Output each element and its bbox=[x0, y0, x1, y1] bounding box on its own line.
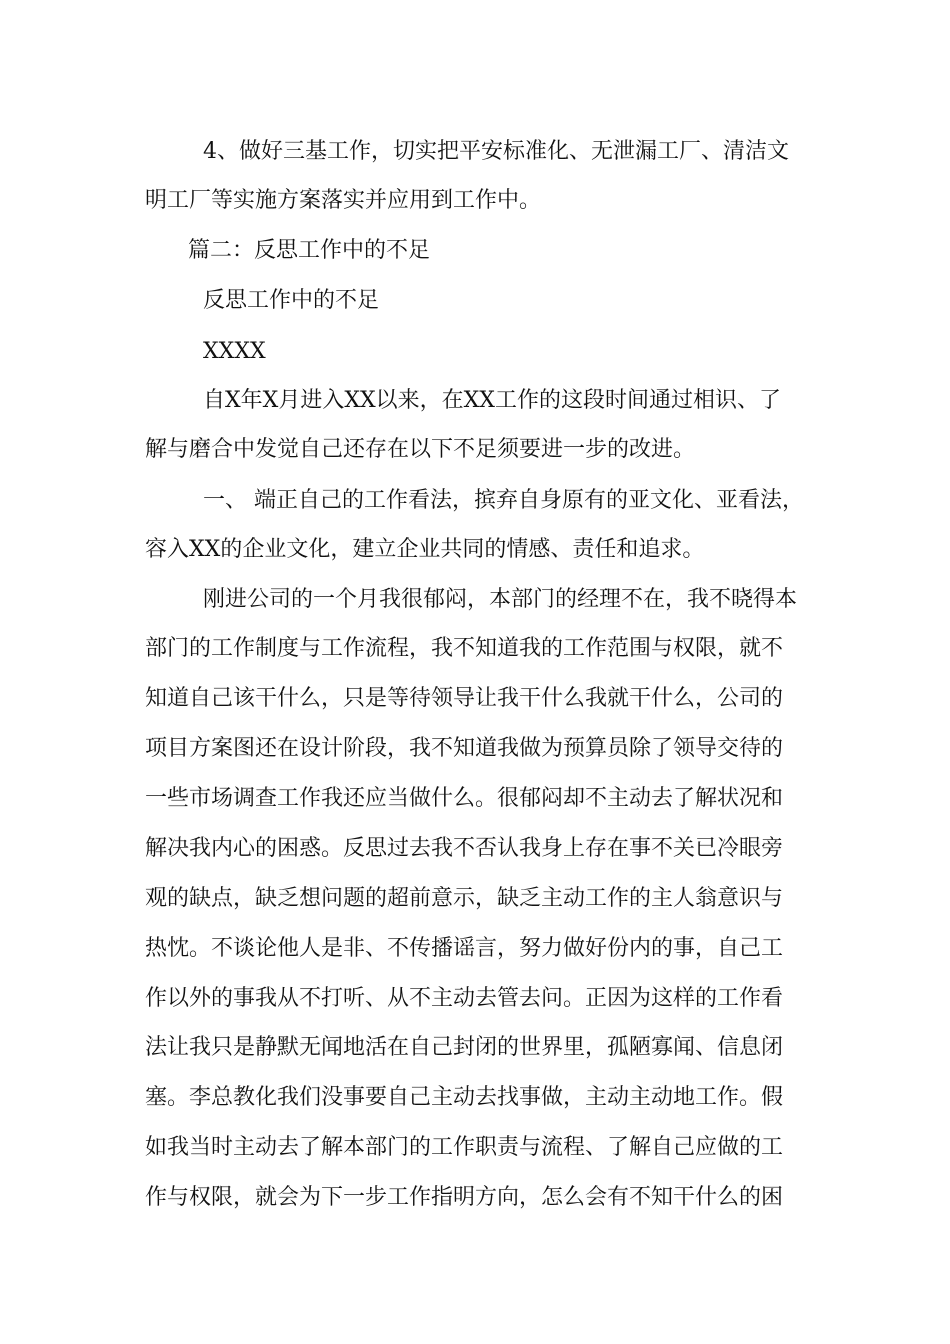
text-line: 作与权限，就会为下一步工作指明方向，怎么会有不知干什么的困 bbox=[145, 1185, 784, 1210]
text-line: 解与磨合中发觉自己还存在以下不足须要进一步的改进。 bbox=[145, 437, 696, 462]
text-line: 项目方案图还在设计阶段，我不知道我做为预算员除了领导交待的 bbox=[145, 736, 784, 761]
text-line: 自X年X月进入XX以来，在XX工作的这段时间通过相识、了 bbox=[203, 388, 781, 413]
text-line: 法让我只是静默无闻地活在自己封闭的世界里，孤陋寡闻、信息闭 bbox=[145, 1035, 784, 1060]
text-line: 知道自己该干什么，只是等待领导让我干什么我就干什么，公司的 bbox=[145, 686, 784, 711]
section-heading: 篇二：反思工作中的不足 bbox=[188, 238, 431, 263]
text-line: 塞。李总教化我们没事要自己主动去找事做，主动主动地工作。假 bbox=[145, 1085, 784, 1110]
text-line: 热忱。不谈论他人是非、不传播谣言，努力做好份内的事，自己工 bbox=[145, 936, 784, 961]
author-name: XXXX bbox=[203, 339, 266, 364]
subheading-line: 一、 端正自己的工作看法，摈弃自身原有的亚文化、亚看法， bbox=[203, 488, 804, 513]
article-title: 反思工作中的不足 bbox=[203, 288, 380, 313]
text-line: 如我当时主动去了解本部门的工作职责与流程、了解自己应做的工 bbox=[145, 1135, 784, 1160]
text-line: 容入XX的企业文化，建立企业共同的情感、责任和追求。 bbox=[145, 537, 705, 562]
text-line: 一些市场调查工作我还应当做什么。很郁闷却不主动去了解状况和 bbox=[145, 786, 784, 811]
text-line: 观的缺点，缺乏想问题的超前意示，缺乏主动工作的主人翁意识与 bbox=[145, 886, 784, 911]
text-line: 4、做好三基工作，切实把平安标准化、无泄漏工厂、清洁文 bbox=[203, 139, 789, 164]
text-line: 明工厂等实施方案落实并应用到工作中。 bbox=[145, 188, 542, 213]
text-line: 解决我内心的困惑。反思过去我不否认我身上存在事不关已冷眼旁 bbox=[145, 836, 784, 861]
text-line: 部门的工作制度与工作流程，我不知道我的工作范围与权限，就不 bbox=[145, 636, 784, 661]
text-line: 刚进公司的一个月我很郁闷，本部门的经理不在，我不晓得本 bbox=[203, 587, 798, 612]
text-line: 作以外的事我从不打听、从不主动去管去问。正因为这样的工作看 bbox=[145, 986, 784, 1011]
